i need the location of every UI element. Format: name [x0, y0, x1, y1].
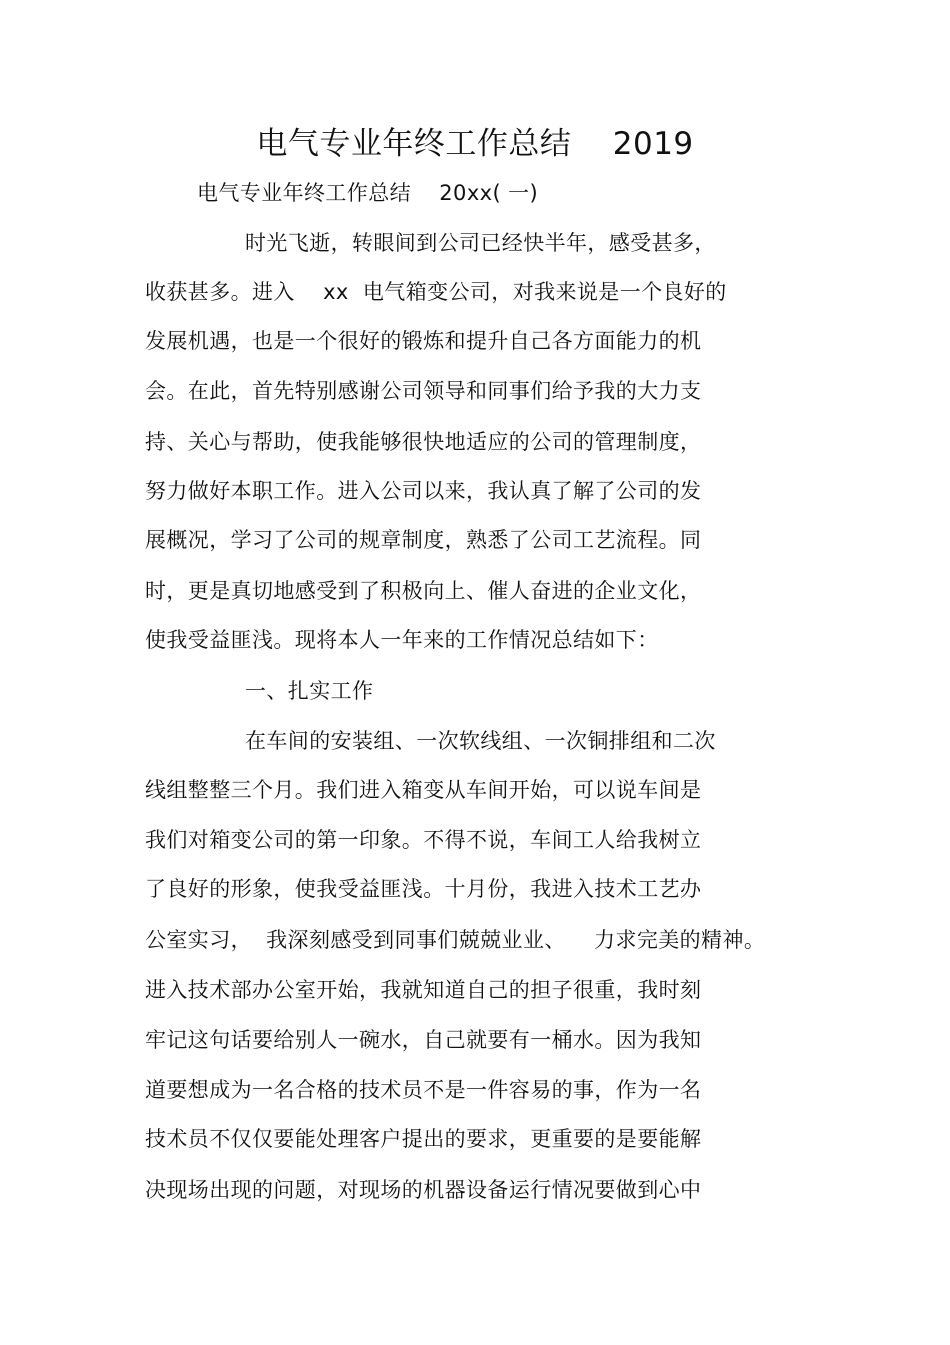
- paragraph-line: 在车间的安装组、一次软线组、一次铜排组和二次: [245, 729, 716, 753]
- paragraph-line: 了良好的形象，使我受益匪浅。十月份，我进入技术工艺办: [145, 877, 702, 901]
- document-subtitle: 电气专业年终工作总结 20xx( 一): [197, 181, 539, 205]
- paragraph-line: 时，更是真切地感受到了积极向上、催人奋进的企业文化，: [145, 579, 702, 603]
- paragraph-line: 使我受益匪浅。现将本人一年来的工作情况总结如下：: [145, 628, 659, 652]
- paragraph-line: 公室实习， 我深刻感受到同事们兢兢业业、 力求完美的精神。: [145, 928, 766, 952]
- paragraph-line: 道要想成为一名合格的技术员不是一件容易的事，作为一名: [145, 1078, 702, 1102]
- paragraph-line: 牢记这句话要给别人一碗水，自己就要有一桶水。因为我知: [145, 1028, 702, 1052]
- paragraph-line: 发展机遇，也是一个很好的锻炼和提升自己各方面能力的机: [145, 329, 702, 353]
- paragraph-line: 技术员不仅仅要能处理客户提出的要求，更重要的是要能解: [145, 1127, 702, 1151]
- document-title: 电气专业年终工作总结 2019: [256, 126, 694, 162]
- paragraph-line: 我们对箱变公司的第一印象。不得不说，车间工人给我树立: [145, 828, 702, 852]
- paragraph-line: 线组整整三个月。我们进入箱变从车间开始，可以说车间是: [145, 778, 702, 802]
- paragraph-line: 持、关心与帮助，使我能够很快地适应的公司的管理制度，: [145, 430, 702, 454]
- paragraph-line: 决现场出现的问题，对现场的机器设备运行情况要做到心中: [145, 1178, 702, 1202]
- paragraph-line: 时光飞逝，转眼间到公司已经快半年，感受甚多，: [245, 231, 716, 255]
- section-heading: 一、扎实工作: [245, 679, 374, 703]
- paragraph-line: 努力做好本职工作。进入公司以来，我认真了解了公司的发: [145, 479, 702, 503]
- paragraph-line: 会。在此，首先特别感谢公司领导和同事们给予我的大力支: [145, 379, 702, 403]
- paragraph-line: 展概况，学习了公司的规章制度，熟悉了公司工艺流程。同: [145, 528, 702, 552]
- paragraph-line: 进入技术部办公室开始，我就知道自己的担子很重，我时刻: [145, 978, 702, 1002]
- paragraph-line: 收获甚多。进入 xx 电气箱变公司，对我来说是一个良好的: [145, 280, 727, 304]
